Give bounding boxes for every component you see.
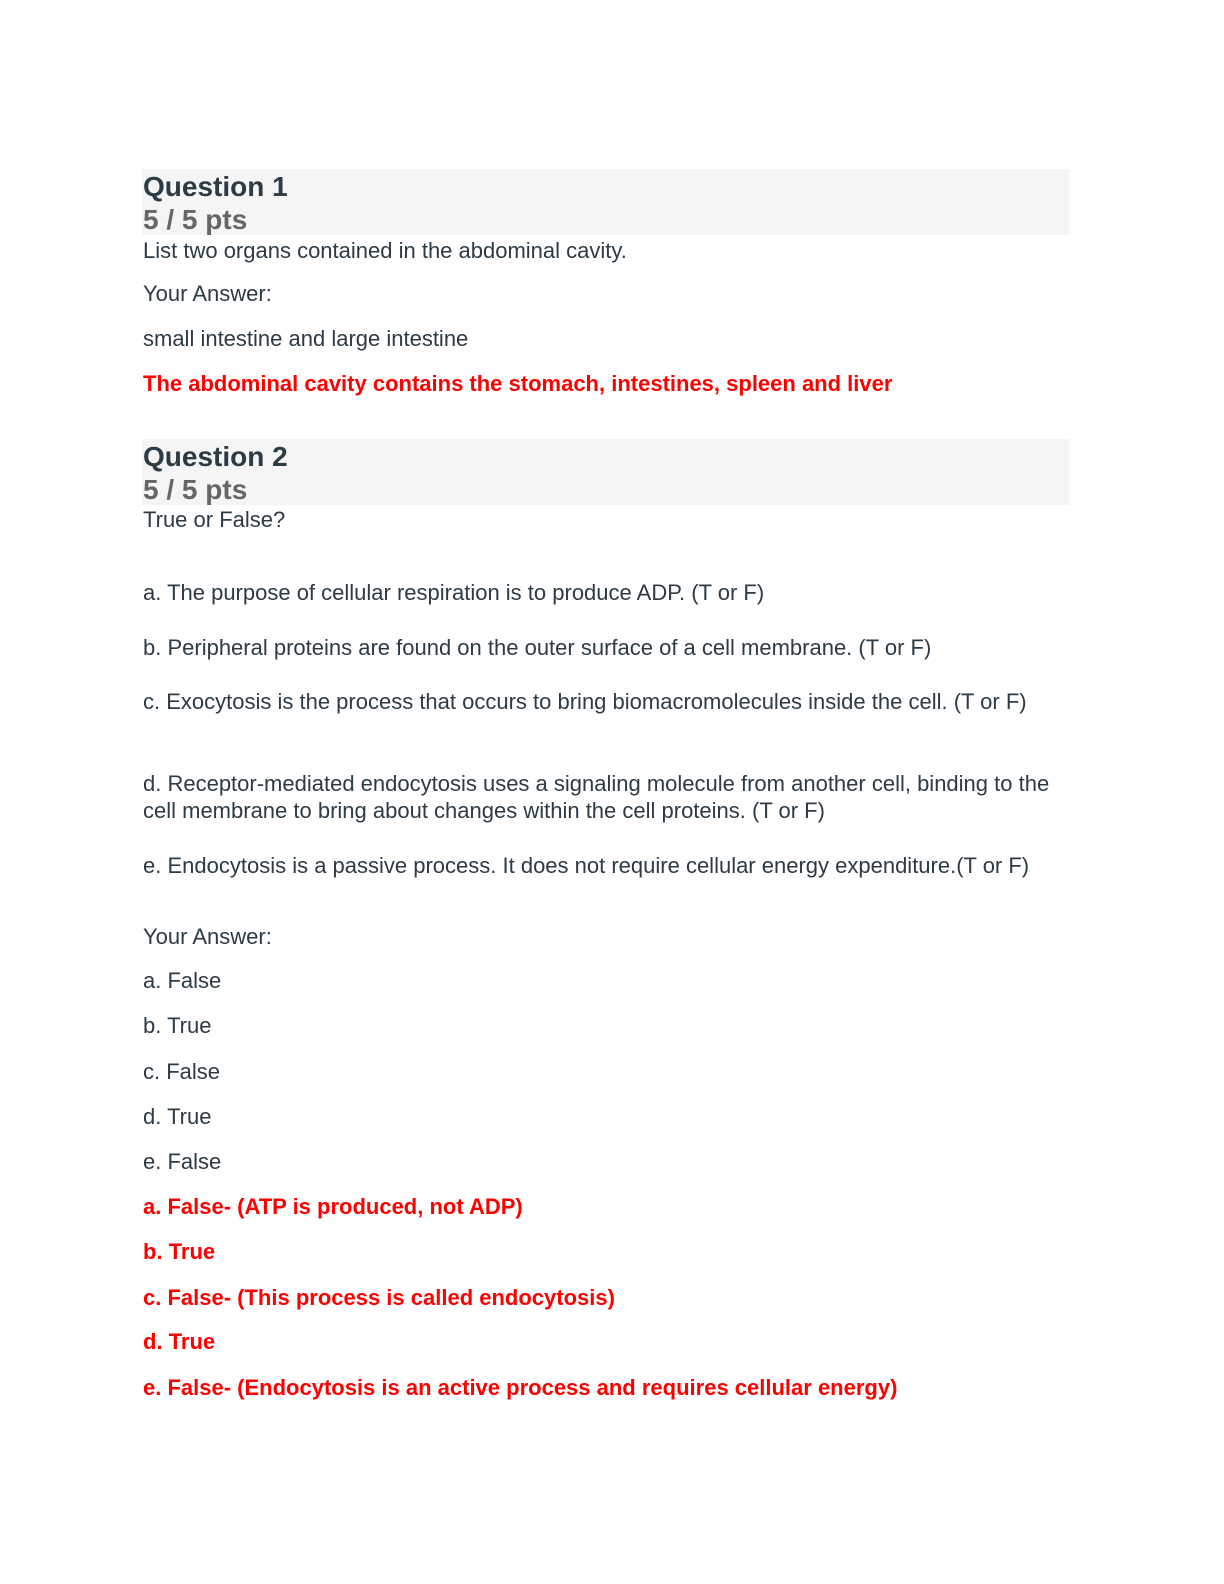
answer-b: b. True <box>143 1013 212 1038</box>
statement-e: e. Endocytosis is a passive process. It does not require cellular energy expenditure.(T or F) <box>143 853 1030 878</box>
statement-d: d. Receptor-mediated endocytosis uses a signaling molecule from another cell, binding to the cell membrane to bring about changes within the cell proteins. (T or F) <box>143 771 1050 823</box>
statement-b: b. Peripheral proteins are found on the outer surface of a cell membrane. (T or F) <box>143 635 932 660</box>
question-1-points: 5 / 5 pts <box>143 204 248 235</box>
question-1-prompt: List two organs contained in the abdominal cavity. <box>143 238 627 263</box>
correction-e: e. False- (Endocytosis is an active process and requires cellular energy) <box>143 1375 898 1400</box>
question-1-title: Question 1 <box>143 171 288 202</box>
question-2-prompt: True or False? <box>143 507 286 532</box>
correction-d: d. True <box>143 1329 216 1354</box>
question-1-correct-answer: The abdominal cavity contains the stomach, intestines, spleen and liver <box>143 371 893 396</box>
statement-c: c. Exocytosis is the process that occurs to bring biomacromolecules inside the cell. (T or F) <box>143 689 1027 714</box>
answer-d: d. True <box>143 1104 212 1129</box>
question-2-title: Question 2 <box>143 441 288 472</box>
answer-e: e. False <box>143 1149 222 1174</box>
correction-a: a. False- (ATP is produced, not ADP) <box>143 1194 523 1219</box>
question-1-answer: small intestine and large intestine <box>143 326 469 351</box>
correction-c: c. False- (This process is called endocytosis) <box>143 1285 615 1310</box>
answer-a: a. False <box>143 968 222 993</box>
question-2-points: 5 / 5 pts <box>143 474 248 505</box>
statement-a: a. The purpose of cellular respiration is to produce ADP. (T or F) <box>143 580 765 605</box>
answer-c: c. False <box>143 1059 221 1084</box>
question-1-your-answer-label: Your Answer: <box>143 281 272 306</box>
question-2-your-answer-label: Your Answer: <box>143 924 272 949</box>
correction-b: b. True <box>143 1239 216 1264</box>
